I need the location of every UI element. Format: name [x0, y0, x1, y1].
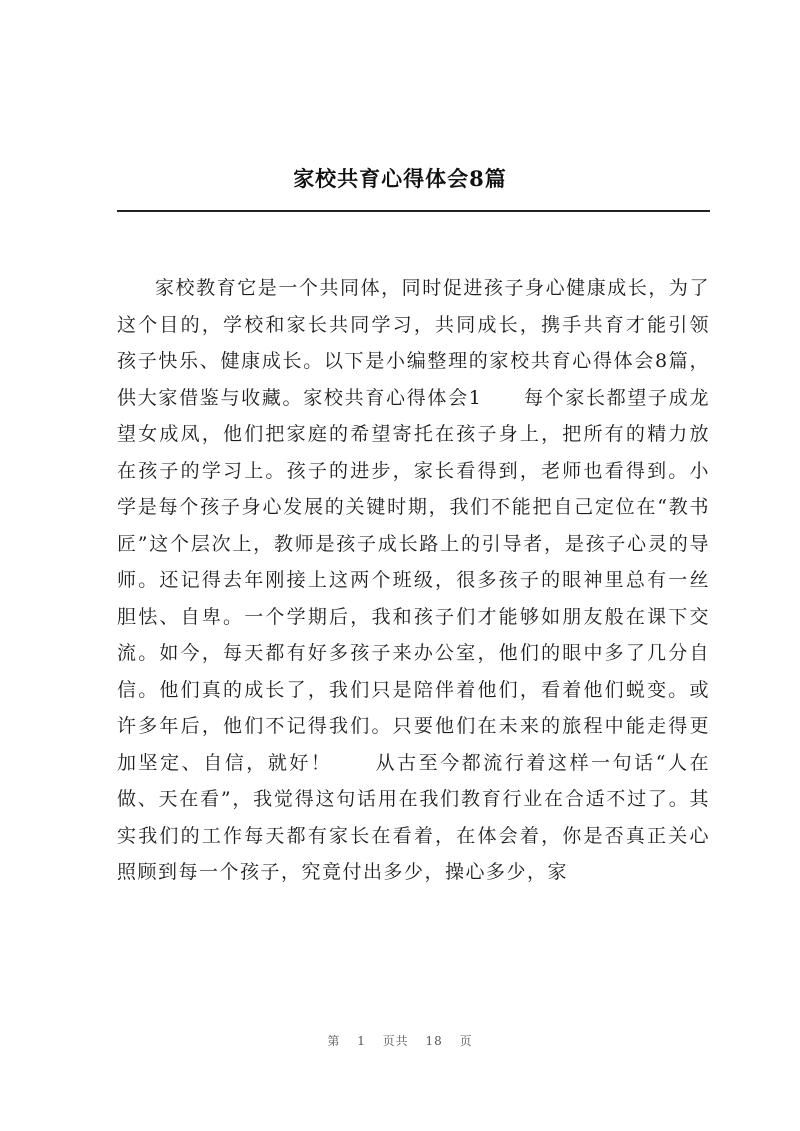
title-divider	[117, 210, 710, 212]
footer-prefix: 第	[327, 1034, 341, 1048]
footer-middle: 页共	[382, 1034, 409, 1048]
footer-suffix: 页	[459, 1034, 473, 1048]
footer-page-number: 1	[357, 1034, 366, 1048]
footer-total-pages: 18	[425, 1034, 443, 1048]
page-footer	[0, 1032, 800, 1049]
body-paragraph: 家校教育它是一个共同体，同时促进孩子身心健康成长，为了这个目的，学校和家长共同学习，共同成长，携手共育才能引领孩子快乐、健康成长。以下是小编整理的家校共育心得体会8篇，供大家借鉴与收藏。家校共育心得体会1 每个家长都望子成龙望女成凤，他们把家庭的希望寄托在孩子身上，把所有的精力放在孩子的学习上。孩子的进步，家长看得到，老师也看得到。小学是每个孩子身心发展的关键时期，我们不能把自己定位在“教书匠”这个层次上，教师是孩子成长路上的引导者，是孩子心灵的导师。还记得去年刚接上这两个班级，很多孩子的眼神里总有一丝胆怯、自卑。一个学期后，我和孩子们才能够如朋友般在课下交流。如今，每天都有好多孩子来办公室，他们的眼中多了几分自信。他们真的成长了，我们只是陪伴着他们，看着他们蜕变。或许多年后，他们不记得我们。只要他们在未来的旅程中能走得更加坚定、自信，就好！ 从古至今都流行着这样一句话“人在做、天在看”，我觉得这句话用在我们教育行业在合适不过了。其实我们的工作每天都有家长在看着，在体会着，你是否真正关心照顾到每一个孩子，究竟付出多少，操心多少，家	[117, 277, 710, 883]
page-title: 家校共育心得体会8篇	[293, 166, 507, 191]
